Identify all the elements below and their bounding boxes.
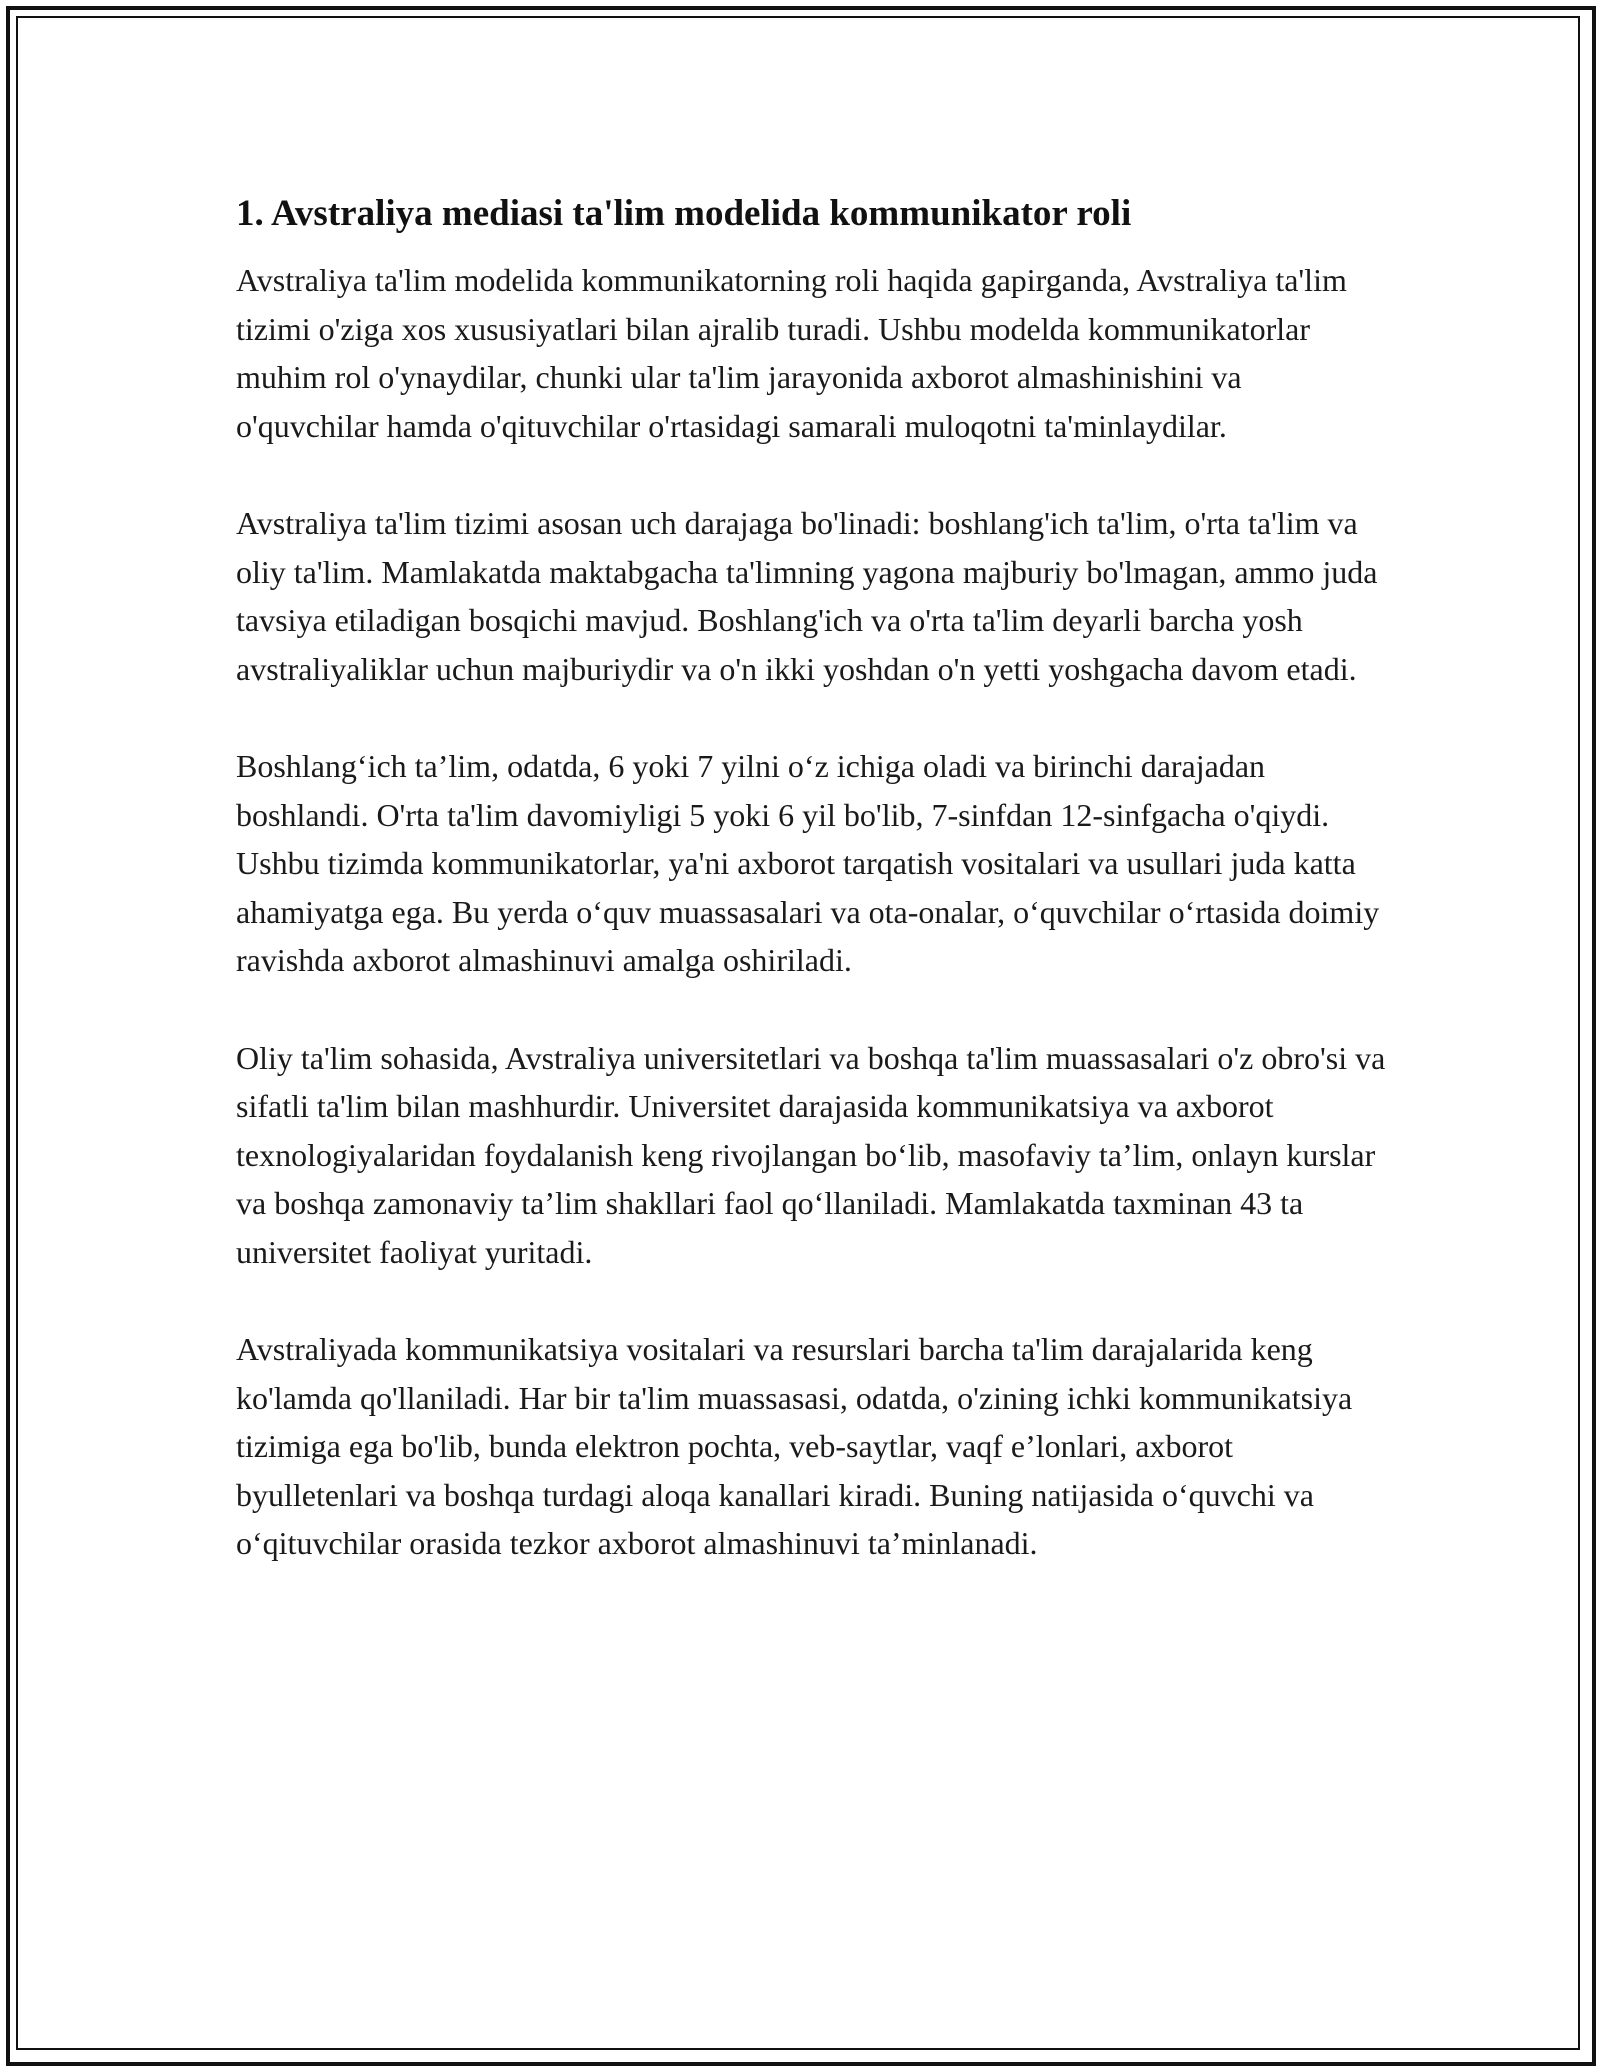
paragraph-1: Avstraliya ta'lim modelida kommunikatorning roli haqida gapirganda, Avstraliya ta'lim tizimi o'ziga xos xususiyatlari bilan ajralib turadi. Ushbu modelda kommunikatorlar muhim rol o'ynaydilar, chunki ular ta'lim jarayonida axborot almashinishini va o'quvchilar hamda o'qituvchilar o'rtasidagi samarali muloqotni ta'minlaydilar.: [236, 262, 1347, 444]
paragraph-2: Avstraliya ta'lim tizimi asosan uch darajaga bo'linadi: boshlang'ich ta'lim, o'rta ta'lim va oliy ta'lim. Mamlakatda maktabgacha ta'limning yagona majburiy bo'lmagan, ammo juda tavsiya etiladigan bosqichi mavjud. Boshlang'ich va o'rta ta'lim deyarli barcha yosh avstraliyaliklar uchun majburiydir va o'n ikki yoshdan o'n yetti yoshgacha davom etadi.: [236, 505, 1378, 687]
paragraph-5: Avstraliyada kommunikatsiya vositalari va resurslari barcha ta'lim darajalarida keng ko'lamda qo'llaniladi. Har bir ta'lim muassasasi, odatda, o'zining ichki kommunikatsiya tizimiga ega bo'lib, bunda elektron pochta, veb-saytlar, vaqf e’lonlari, axborot byulletenlari va boshqa turdagi aloqa kanallari kiradi. Buning natijasida o‘quvchi va o‘qituvchilar orasida tezkor axborot almashinuvi ta’minlanadi.: [236, 1331, 1353, 1561]
document-body: [236, 186, 1386, 1568]
paragraph-4: Oliy ta'lim sohasida, Avstraliya universitetlari va boshqa ta'lim muassasalari o'z obro'si va sifatli ta'lim bilan mashhurdir. Universitet darajasida kommunikatsiya va axborot texnologiyalaridan foydalanish keng rivojlangan bo‘lib, masofaviy ta’lim, onlayn kurslar va boshqa zamonaviy ta’lim shakllari faol qo‘llaniladi. Mamlakatda taxminan 43 ta universitet faoliyat yuritadi.: [236, 1039, 1386, 1270]
section-heading: 1. Avstraliya mediasi ta'lim modelida kommunikator roli: [236, 193, 1132, 234]
paragraph-3: Boshlang‘ich ta’lim, odatda, 6 yoki 7 yilni o‘z ichiga oladi va birinchi darajadan boshlandi. O'rta ta'lim davomiyligi 5 yoki 6 yil bo'lib, 7-sinfdan 12-sinfgacha o'qiydi. Ushbu tizimda kommunikatorlar, ya'ni axborot tarqatish vositalari va usullari juda katta ahamiyatga ega. Bu yerda o‘quv muassasalari va ota-onalar, o‘quvchilar o‘rtasida doimiy ravishda axborot almashinuvi amalga oshiriladi.: [236, 748, 1380, 978]
